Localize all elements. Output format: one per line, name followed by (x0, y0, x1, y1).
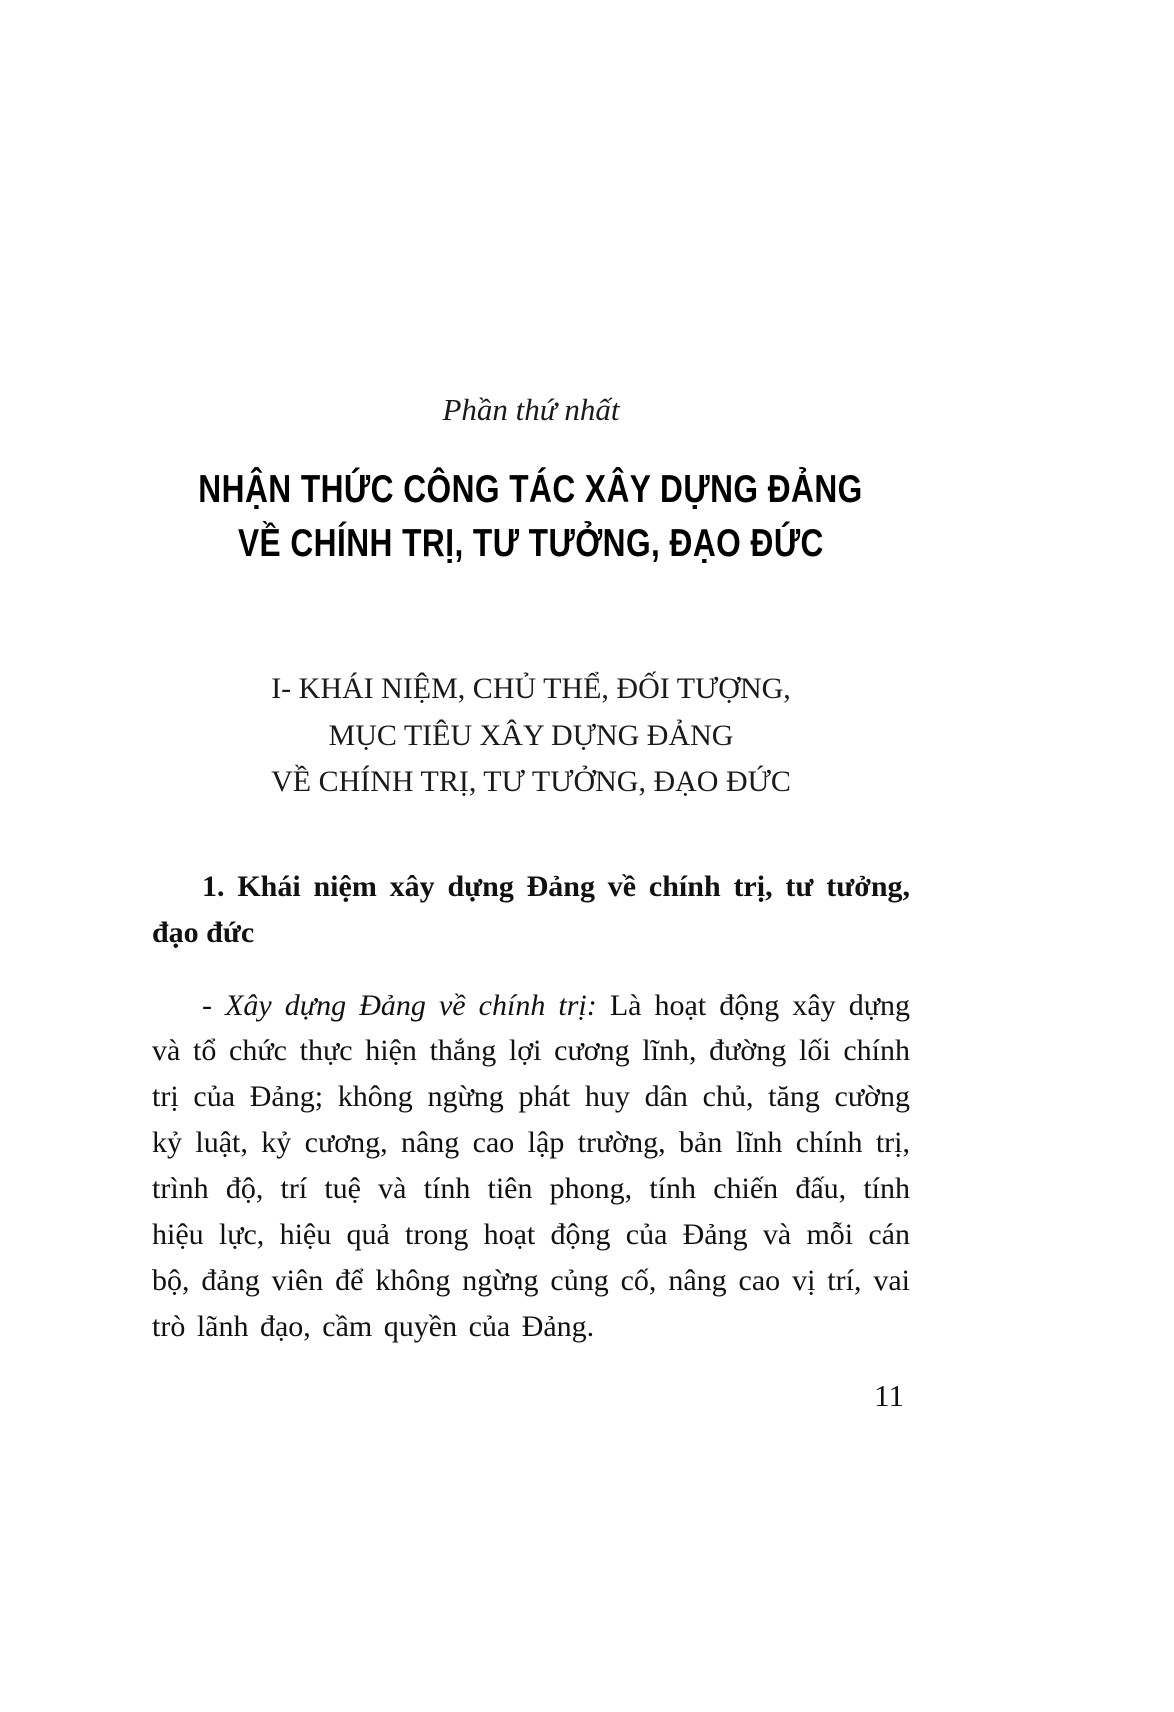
chapter-title (152, 462, 910, 570)
section-heading-line1: I- KHÁI NIỆM, CHỦ THỂ, ĐỐI TƯỢNG, (271, 672, 791, 705)
section-heading (152, 666, 910, 806)
chapter-title-line2: VỀ CHÍNH TRỊ, TƯ TƯỞNG, ĐẠO ĐỨC (238, 520, 824, 565)
section-heading-line2: MỤC TIÊU XÂY DỰNG ĐẢNG (328, 718, 734, 752)
chapter-title-line1: NHẬN THỨC CÔNG TÁC XÂY DỰNG ĐẢNG (198, 466, 864, 511)
section-heading-line3: VỀ CHÍNH TRỊ, TƯ TƯỞNG, ĐẠO ĐỨC (271, 765, 791, 798)
page-number: 11 (874, 1378, 904, 1413)
subsection-heading: 1. Khái niệm xây dựng Đảng về chính trị, tư tưởng, đạo đức (152, 869, 910, 949)
paragraph-body-text: Là hoạt động xây dựng và tổ chức thực hiện thắng lợi cương lĩnh, đường lối chính trị của Đảng; không ngừng phát huy dân chủ, tăng cường kỷ luật, kỷ cương, nâng cao lập trường, bản lĩnh chính trị, trình độ, trí tuệ và tính tiên phong, tính chiến đấu, tính hiệu lực, hiệu quả trong hoạt động của Đảng và mỗi cán bộ, đảng viên để không ngừng củng cố, nâng cao vị trí, vai trò lãnh đạo, cầm quyền của Đảng. (152, 988, 910, 1343)
text-block (152, 0, 910, 1350)
paragraph-lead-italic: - Xây dựng Đảng về chính trị: (202, 988, 597, 1022)
part-label: Phần thứ nhất (442, 392, 620, 427)
body-paragraph (152, 983, 910, 1350)
